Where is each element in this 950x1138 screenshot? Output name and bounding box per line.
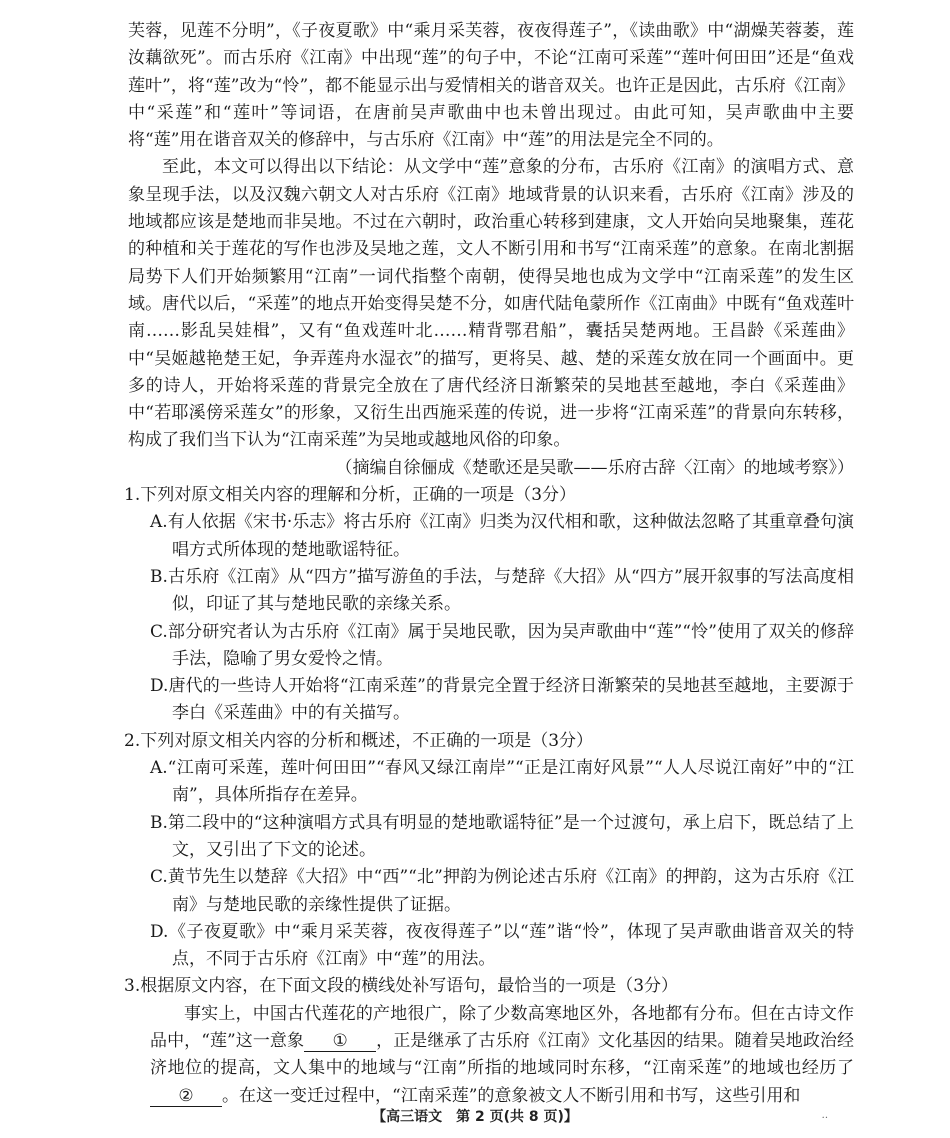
question-3 <box>124 973 854 1109</box>
passage-paragraph-1: 芙蓉，见莲不分明”，《子夜夏歌》中“乘月采芙蓉，夜夜得莲子”，《读曲歌》中“湖燥芙蓉萎，莲汝藕欲死”。而古乐府《江南》中出现“莲”的句子中，不论“江南可采莲”“莲叶何田田”还是“鱼戏莲叶”，将“莲”改为“怜”，都不能显示出与爱情相关的谐音双关。也许正是因此，古乐府《江南》中“采莲”和“莲叶”等词语，在唐前吴声歌曲中也未曾出现过。由此可知，吴声歌曲中主要将“莲”用在谐音双关的修辞中，与古乐府《江南》中“莲”的用法是完全不同的。 <box>128 21 854 151</box>
question-2-option-d: D.《子夜夏歌》中“乘月采芙蓉，夜夜得莲子”以“莲”谐“怜”，体现了吴声歌曲谐音双关的特点，不同于古乐府《江南》中“莲”的用法。 <box>150 921 854 970</box>
question-3-text-1: 事实上，中国古代莲花的产地很广，除了少数高寒地区外，各地都有分布。但在古诗文作品中，“莲”这一意象 <box>150 1003 854 1051</box>
corner-mark: ·· <box>821 1113 828 1124</box>
source-citation: （摘编自徐俪成《楚歌还是吴歌——乐府古辞〈江南〉的地域考察》） <box>335 457 854 478</box>
question-1-option-b: B.古乐府《江南》从“四方”描写游鱼的手法，与楚辞《大招》从“四方”展开叙事的写法高度相似，印证了其与楚地民歌的亲缘关系。 <box>150 566 854 615</box>
question-3-text-2: ，正是继承了古乐府《江南》文化基因的结果。随着吴地政治经济地位的提高，文人集中的地域与“江南”所指的地域同时东移，“江南采莲”的地域也经历了 <box>150 1030 854 1079</box>
question-2-option-a: A.“江南可采莲，莲叶何田田”“春风又绿江南岸”“正是江南好风景”“人人尽说江南好”中的“江南”，具体所指存在差异。 <box>150 758 854 806</box>
question-1 <box>124 482 854 728</box>
question-2-option-b: B.第二段中的“这种演唱方式具有明显的楚地歌谣特征”是一个过渡句，承上启下，既总结了上文，又引出了下文的论述。 <box>150 812 854 860</box>
question-3-passage <box>128 1001 854 1110</box>
question-2-option-c: C.黄节先生以楚辞《大招》中“西”“北”押韵为例论述古乐府《江南》的押韵，这为古乐府《江南》与楚地民歌的亲缘性提供了证据。 <box>150 867 854 915</box>
question-3-stem: 3.根据原文内容，在下面文段的横线处补写语句，最恰当的一项是（3分） <box>124 976 679 997</box>
question-1-stem: 1.下列对原文相关内容的理解和分析，正确的一项是（3分） <box>124 485 577 506</box>
question-1-option-d: D.唐代的一些诗人开始将“江南采莲”的背景完全置于经济日渐繁荣的吴地甚至越地，主要源于李白《采莲曲》中的有关描写。 <box>150 676 854 724</box>
question-2-stem: 2.下列对原文相关内容的分析和概述，不正确的一项是（3分） <box>124 730 594 751</box>
question-3-text-3: 。在这一变迁过程中，“江南采莲”的意象被文人不断引用和书写，这些引用和 <box>222 1085 801 1106</box>
question-2 <box>124 728 854 974</box>
question-1-option-a: A.有人依据《宋书·乐志》将古乐府《江南》归类为汉代相和歌，这种做法忽略了其重章叠句演唱方式所体现的楚地歌谣特征。 <box>150 512 854 560</box>
blank-1: ① <box>304 1031 376 1052</box>
passage-paragraph-2: 至此，本文可以得出以下结论：从文学中“莲”意象的分布，古乐府《江南》的演唱方式、意象呈现手法，以及汉魏六朝文人对古乐府《江南》地域背景的认识来看，古乐府《江南》涉及的地域都应该是楚地而非吴地。不过在六朝时，政治重心转移到建康，文人开始向吴地聚集，莲花的种植和关于莲花的写作也涉及吴地之莲，文人不断引用和书写“江南采莲”的意象。在南北割据局势下人们开始频繁用“江南”一词代指整个南朝，使得吴地也成为文学中“江南采莲”的发生区域。唐代以后，“采莲”的地点开始变得吴楚不分，如唐代陆龟蒙所作《江南曲》中既有“鱼戏莲叶南……影乱吴娃楫”，又有“鱼戏莲叶北……精背鄂君船”，囊括吴楚两地。王昌龄《采莲曲》中“吴姬越艳楚王妃，争弄莲舟水湿衣”的描写，更将吴、越、楚的采莲女放在同一个画面中。更多的诗人，开始将采莲的背景完全放在了唐代经济日渐繁荣的吴地甚至越地，李白《采莲曲》中“若耶溪傍采莲女”的形象，又衍生出西施采莲的传说，进一步将“江南采莲”的背景向东转移，构成了我们当下认为“江南采莲”为吴地或越地风俗的印象。 <box>128 157 854 451</box>
blank-2: ② <box>150 1086 222 1107</box>
question-1-option-c: C.部分研究者认为古乐府《江南》属于吴地民歌，因为吴声歌曲中“莲”“怜”使用了双关的修辞手法，隐喻了男女爱怜之情。 <box>150 621 854 669</box>
page-footer: 【高三语文 第 2 页(共 8 页)】 <box>372 1109 578 1125</box>
